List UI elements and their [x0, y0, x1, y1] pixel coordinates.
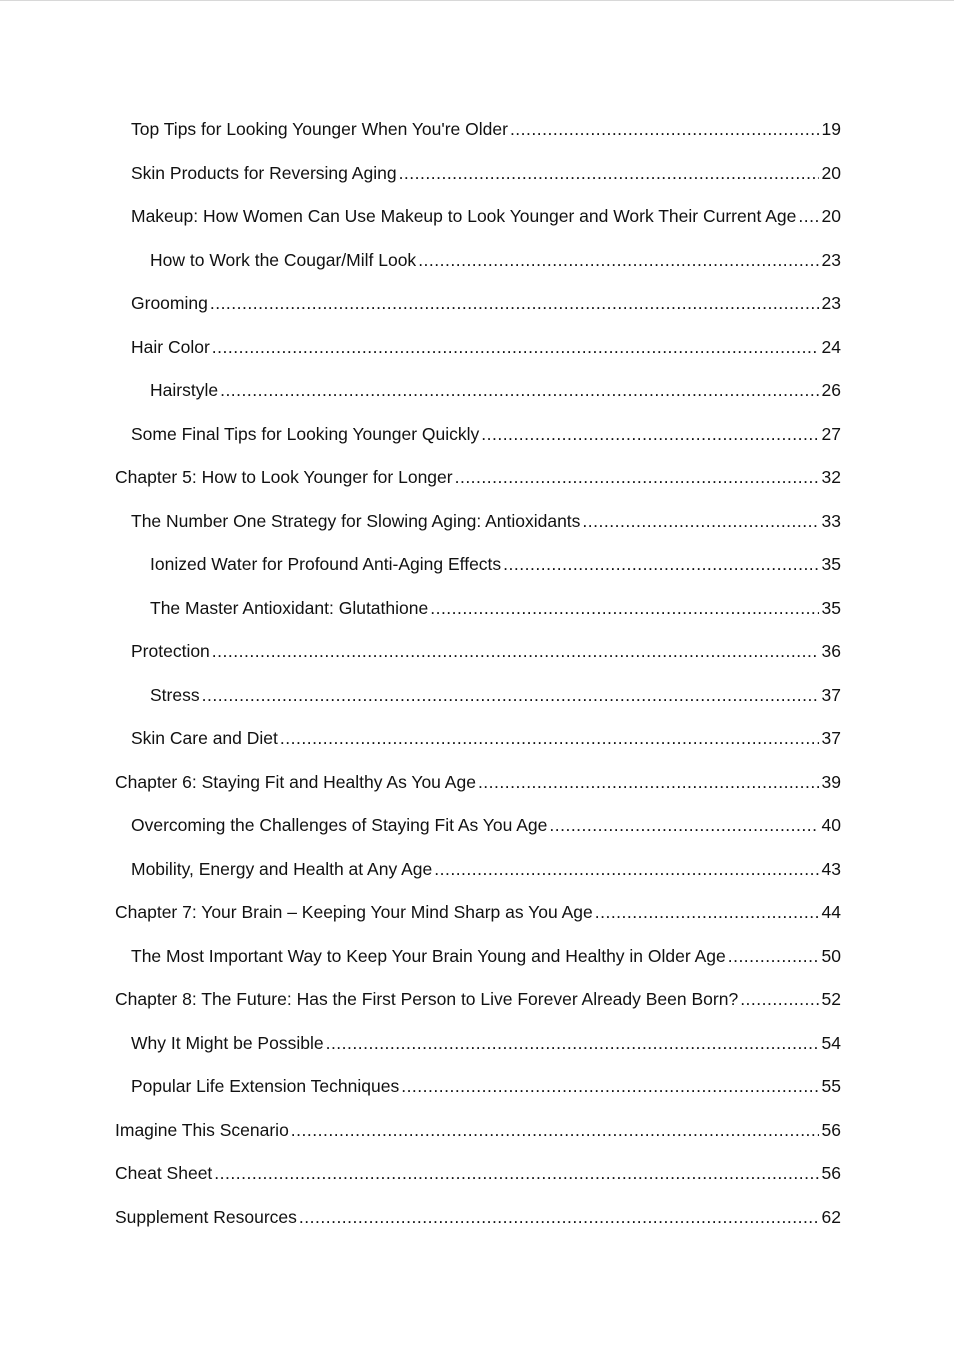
toc-entry-page-number: 55 [821, 1076, 841, 1096]
toc-entry[interactable] [115, 1116, 841, 1160]
toc-entry-page-number: 37 [821, 684, 841, 705]
toc-entry[interactable] [115, 246, 841, 290]
toc-entry-page-number: 44 [821, 902, 841, 922]
toc-entry-page-number: 50 [821, 945, 841, 966]
toc-entry[interactable] [115, 724, 841, 768]
toc-entry-page-number: 43 [821, 858, 841, 879]
toc-dot-leader [212, 333, 819, 361]
toc-dot-leader [210, 289, 819, 317]
toc-entry[interactable] [115, 898, 841, 942]
toc-entry-title: Popular Life Extension Techniques [131, 1076, 400, 1096]
toc-entry[interactable] [115, 594, 841, 638]
toc-dot-leader [399, 159, 819, 187]
toc-dot-leader [401, 1072, 819, 1100]
toc-entry-title: Chapter 7: Your Brain – Keeping Your Mind Sharp as You Age [115, 902, 593, 922]
toc-entry[interactable] [115, 507, 841, 551]
toc-entry[interactable] [115, 115, 841, 159]
toc-dot-leader [212, 637, 819, 665]
toc-entry-page-number: 35 [821, 597, 841, 618]
toc-entry-title: Mobility, Energy and Health at Any Age [131, 858, 433, 879]
toc-entry-title: Why It Might be Possible [131, 1032, 324, 1053]
toc-entry[interactable] [115, 855, 841, 899]
toc-entry[interactable] [115, 681, 841, 725]
toc-dot-leader [418, 246, 819, 274]
page-top-border [0, 0, 954, 1]
toc-entry[interactable] [115, 463, 841, 507]
toc-dot-leader [434, 855, 819, 883]
toc-entry-title: Supplement Resources [115, 1206, 297, 1227]
toc-dot-leader [280, 724, 819, 752]
toc-entry-title: Skin Care and Diet [131, 728, 278, 748]
toc-dot-leader [478, 768, 819, 796]
toc-entry-page-number: 37 [821, 728, 841, 748]
toc-entry[interactable] [115, 985, 841, 1029]
toc-entry-page-number: 23 [821, 293, 841, 313]
toc-entry[interactable] [115, 1159, 841, 1203]
toc-entry-title: Top Tips for Looking Younger When You're Older [131, 119, 508, 139]
toc-entry-page-number: 20 [821, 162, 841, 183]
toc-dot-leader [549, 811, 819, 839]
toc-entry-title: How to Work the Cougar/Milf Look [150, 249, 417, 270]
toc-entry-page-number: 40 [821, 815, 841, 835]
toc-entry[interactable] [115, 333, 841, 377]
toc-entry-title: Chapter 8: The Future: Has the First Person to Live Forever Already Been Born? [115, 989, 739, 1009]
toc-entry-title: Chapter 5: How to Look Younger for Longer [115, 467, 453, 487]
toc-entry-page-number: 27 [821, 423, 841, 444]
toc-entry[interactable] [115, 768, 841, 812]
toc-entry-page-number: 56 [821, 1119, 841, 1140]
toc-entry-title: Hairstyle [150, 380, 219, 400]
toc-entry-page-number: 62 [821, 1206, 841, 1227]
toc-entry[interactable] [115, 420, 841, 464]
toc-dot-leader [430, 594, 819, 622]
toc-dot-leader [503, 550, 819, 578]
toc-entry[interactable] [115, 202, 841, 246]
toc-entry-title: Imagine This Scenario [115, 1119, 289, 1140]
toc-entry[interactable] [115, 637, 841, 681]
toc-dot-leader [510, 115, 819, 143]
toc-entry-page-number: 35 [821, 554, 841, 574]
toc-entry[interactable] [115, 1203, 841, 1247]
toc-entry-page-number: 24 [821, 336, 841, 357]
toc-dot-leader [291, 1116, 819, 1144]
toc-entry-title: Skin Products for Reversing Aging [131, 162, 397, 183]
toc-entry[interactable] [115, 550, 841, 594]
toc-entry[interactable] [115, 289, 841, 333]
toc-entry-title: Ionized Water for Profound Anti-Aging Effects [150, 554, 502, 574]
toc-entry[interactable] [115, 811, 841, 855]
toc-entry[interactable] [115, 376, 841, 420]
toc-entry[interactable] [115, 1029, 841, 1073]
toc-entry-title: Grooming [131, 293, 208, 313]
toc-entry-title: Hair Color [131, 336, 210, 357]
toc-dot-leader [798, 202, 819, 230]
toc-entry-title: Protection [131, 641, 210, 661]
toc-entry-title: Chapter 6: Staying Fit and Healthy As You Age [115, 771, 476, 792]
toc-entry-title: The Master Antioxidant: Glutathione [150, 597, 429, 618]
toc-entry[interactable] [115, 1072, 841, 1116]
toc-entry-title: Some Final Tips for Looking Younger Quickly [131, 423, 480, 444]
toc-entry-page-number: 54 [821, 1032, 841, 1053]
toc-dot-leader [214, 1159, 819, 1187]
toc-entry-page-number: 19 [821, 119, 841, 139]
toc-entry-page-number: 39 [821, 771, 841, 792]
toc-dot-leader [220, 376, 819, 404]
toc-dot-leader [728, 942, 819, 970]
toc-entry-title: The Most Important Way to Keep Your Brain Young and Healthy in Older Age [131, 945, 726, 966]
toc-dot-leader [582, 507, 819, 535]
toc-dot-leader [326, 1029, 819, 1057]
toc-entry-page-number: 20 [821, 206, 841, 226]
toc-dot-leader [740, 985, 819, 1013]
toc-dot-leader [202, 681, 819, 709]
toc-entry-page-number: 36 [821, 641, 841, 661]
toc-dot-leader [299, 1203, 819, 1231]
toc-dot-leader [455, 463, 819, 491]
toc-dot-leader [481, 420, 819, 448]
toc-entry-page-number: 33 [821, 510, 841, 531]
toc-entry-page-number: 56 [821, 1163, 841, 1183]
toc-entry-page-number: 52 [821, 989, 841, 1009]
toc-dot-leader [595, 898, 819, 926]
toc-entry-page-number: 23 [821, 249, 841, 270]
toc-entry-title: Stress [150, 684, 200, 705]
toc-entry-title: The Number One Strategy for Slowing Aging: Antioxidants [131, 510, 581, 531]
toc-entry[interactable] [115, 159, 841, 203]
toc-entry-title: Cheat Sheet [115, 1163, 213, 1183]
toc-entry-title: Overcoming the Challenges of Staying Fit As You Age [131, 815, 548, 835]
toc-entry[interactable] [115, 942, 841, 986]
toc-entry-page-number: 26 [821, 380, 841, 400]
toc-entry-title: Makeup: How Women Can Use Makeup to Look Younger and Work Their Current Age [131, 206, 797, 226]
toc-entry-page-number: 32 [821, 467, 841, 487]
table-of-contents [115, 115, 841, 1246]
